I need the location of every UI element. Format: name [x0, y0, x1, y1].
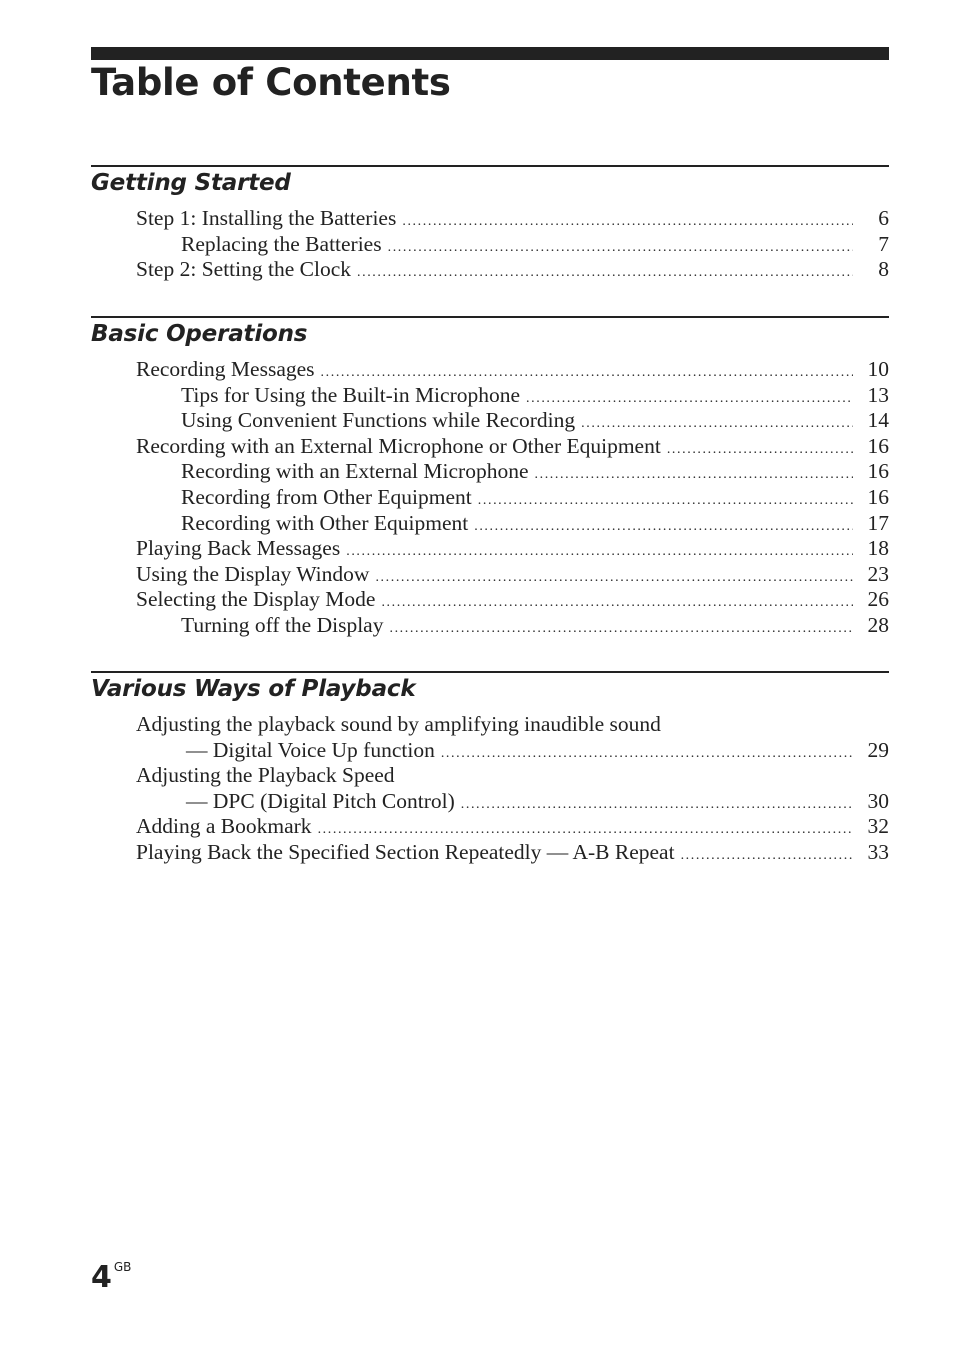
- toc-entry-label: Step 1: Installing the Batteries: [136, 206, 397, 230]
- page-number: [91, 1260, 131, 1295]
- toc-entry-label: Using the Display Window: [136, 561, 370, 586]
- dot-leader: [681, 843, 853, 869]
- dot-leader: [389, 616, 853, 642]
- toc-entry-label: — DPC (Digital Pitch Control): [186, 788, 455, 813]
- toc-entry[interactable]: [91, 257, 889, 283]
- toc-entry[interactable]: [91, 434, 889, 460]
- toc-entry-label: Recording from Other Equipment: [181, 484, 472, 509]
- toc-entry-label: Adding a Bookmark: [136, 814, 312, 839]
- toc-entry-page: 13: [867, 382, 889, 407]
- toc-entry-page: 29: [867, 737, 889, 762]
- toc-entry[interactable]: [91, 814, 889, 840]
- dot-leader: [375, 565, 853, 591]
- dot-leader: [441, 741, 853, 767]
- toc-entry-label: Turning off the Display: [181, 612, 384, 637]
- toc-entry-page: 16: [867, 459, 889, 484]
- toc-entry-page: 7: [878, 231, 889, 256]
- toc-entry-label: Recording Messages: [136, 357, 315, 381]
- dot-leader: [357, 260, 853, 286]
- toc-entry-label: Recording with an External Microphone: [181, 459, 529, 484]
- toc-entry[interactable]: [91, 587, 889, 613]
- toc-entry-label: Adjusting the Playback Speed: [136, 763, 395, 788]
- section-heading: Various Ways of Playback: [91, 676, 416, 702]
- entry-list: [91, 357, 889, 639]
- toc-entry[interactable]: [91, 459, 889, 485]
- dot-leader: [667, 437, 853, 463]
- toc-entry-page: 17: [867, 510, 889, 535]
- toc-entry[interactable]: [91, 789, 889, 815]
- section-heading: Basic Operations: [91, 321, 308, 347]
- toc-entry-page: 23: [867, 561, 889, 586]
- dot-leader: [381, 590, 853, 616]
- toc-entry[interactable]: [91, 511, 889, 537]
- toc-entry[interactable]: [91, 383, 889, 409]
- toc-entry-label: Replacing the Batteries: [181, 231, 382, 256]
- dot-leader: [461, 792, 853, 818]
- toc-entry-label: Selecting the Display Mode: [136, 587, 376, 612]
- toc-entry-page: 26: [867, 587, 889, 612]
- toc-entry-page: 30: [867, 788, 889, 813]
- toc-entry-page: 16: [867, 433, 889, 458]
- toc-entry-label: Recording with an External Microphone or Other Equipment: [136, 433, 661, 458]
- toc-entry[interactable]: [91, 536, 889, 562]
- page-number-suffix: GB: [113, 1260, 132, 1274]
- toc-entry-label: Tips for Using the Built-in Microphone: [181, 382, 521, 407]
- toc-entry[interactable]: [91, 232, 889, 258]
- toc-entry[interactable]: [91, 738, 889, 764]
- section-heading: Getting Started: [91, 170, 291, 196]
- toc-entry-page: 6: [878, 206, 889, 230]
- entry-list: [91, 206, 889, 283]
- page-number-value: 4: [91, 1260, 112, 1295]
- toc-entry[interactable]: [91, 613, 889, 639]
- toc-entry[interactable]: [91, 485, 889, 511]
- toc-entry-page: 14: [867, 408, 889, 433]
- title-rule: [91, 47, 889, 60]
- section-basic-operations: [91, 316, 889, 639]
- toc-entry[interactable]: [91, 763, 889, 789]
- page-title: Table of Contents: [91, 61, 451, 104]
- toc-entry-page: 32: [867, 814, 889, 839]
- toc-entry-label: Adjusting the playback sound by amplifying inaudible sound: [136, 712, 661, 736]
- dot-leader: [346, 539, 853, 565]
- toc-entry-label: — Digital Voice Up function: [186, 737, 435, 762]
- toc-entry[interactable]: [91, 840, 889, 866]
- toc-entry-page: 10: [867, 357, 889, 381]
- section-getting-started: [91, 165, 889, 283]
- dot-leader: [474, 514, 853, 540]
- toc-entry[interactable]: [91, 408, 889, 434]
- toc-entry-label: Using Convenient Functions while Recording: [181, 408, 576, 433]
- dot-leader: [478, 488, 853, 514]
- toc-entry-page: 28: [867, 612, 889, 637]
- toc-entry[interactable]: [91, 712, 889, 738]
- toc-entry[interactable]: [91, 562, 889, 588]
- toc-entry[interactable]: [91, 357, 889, 383]
- toc-entry-label: Playing Back Messages: [136, 536, 341, 561]
- toc-entry-page: 18: [867, 536, 889, 561]
- dot-leader: [535, 462, 854, 488]
- entry-list: [91, 712, 889, 866]
- toc-entry-page: 8: [878, 257, 889, 282]
- dot-leader: [388, 235, 853, 261]
- toc-entry-label: Playing Back the Specified Section Repeatedly — A-B Repeat: [136, 839, 675, 864]
- toc-entry-page: 16: [867, 484, 889, 509]
- dot-leader: [402, 209, 853, 235]
- toc-entry[interactable]: [91, 206, 889, 232]
- toc-entry-page: 33: [867, 839, 889, 864]
- toc-entry-label: Step 2: Setting the Clock: [136, 257, 351, 282]
- toc-entry-label: Recording with Other Equipment: [181, 510, 469, 535]
- section-various-ways-of-playback: [91, 671, 889, 866]
